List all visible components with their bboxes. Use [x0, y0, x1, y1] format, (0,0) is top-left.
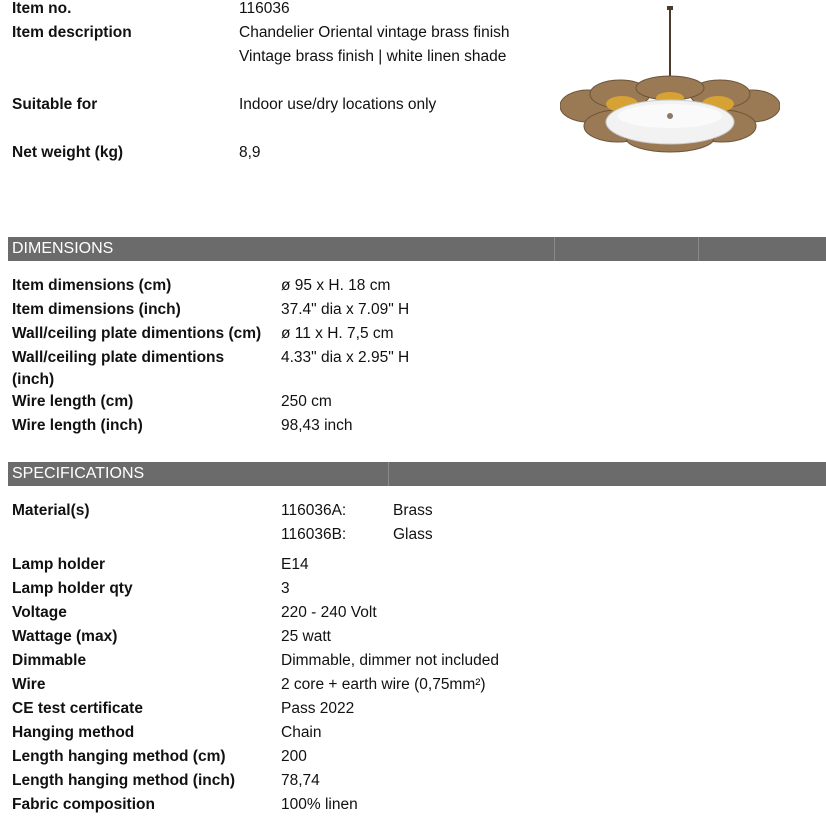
spec-label: Length hanging method (inch): [12, 772, 235, 789]
spec-label: Lamp holder qty: [12, 580, 133, 597]
material-code: 116036B:: [281, 526, 347, 543]
spec-value: 78,74: [281, 772, 320, 789]
item-description-line1: Chandelier Oriental vintage brass finish: [239, 24, 510, 41]
spec-value: 220 - 240 Volt: [281, 604, 377, 621]
spec-value: Pass 2022: [281, 700, 355, 717]
dim-label: Wall/ceiling plate dimentions: [12, 349, 225, 366]
item-description-label: Item description: [12, 24, 132, 41]
dim-label: Wall/ceiling plate dimentions (cm): [12, 325, 262, 342]
dim-label: Wire length (cm): [12, 393, 134, 410]
dim-label: Item dimensions (inch): [12, 301, 181, 318]
dim-value: 98,43 inch: [281, 417, 353, 434]
spec-label: CE test certificate: [12, 700, 143, 717]
net-weight-label: Net weight (kg): [12, 144, 124, 161]
dim-value: 4.33" dia x 2.95" H: [281, 349, 410, 366]
product-image: [560, 4, 780, 160]
item-description-line2: Vintage brass finish | white linen shade: [239, 48, 507, 65]
dimensions-title: DIMENSIONS: [12, 240, 114, 257]
spec-label: Wattage (max): [12, 628, 118, 645]
spec-value: Chain: [281, 724, 322, 741]
spec-label: Length hanging method (cm): [12, 748, 226, 765]
spec-label: Wire: [12, 676, 46, 693]
suitable-for-value: Indoor use/dry locations only: [239, 96, 437, 113]
spec-label: Lamp holder: [12, 556, 106, 573]
dim-value: 250 cm: [281, 393, 332, 410]
specifications-title: SPECIFICATIONS: [12, 465, 145, 482]
spec-label: Dimmable: [12, 652, 87, 669]
materials-label: Material(s): [12, 502, 90, 519]
dim-value: 37.4" dia x 7.09" H: [281, 301, 410, 318]
net-weight-value: 8,9: [239, 144, 261, 161]
divider: [388, 462, 389, 486]
item-no-value: 116036: [239, 0, 290, 17]
dimensions-header: [8, 237, 826, 261]
item-no-label: Item no.: [12, 0, 72, 17]
spec-value: E14: [281, 556, 309, 573]
spec-value: 3: [281, 580, 290, 597]
dim-label: Wire length (inch): [12, 417, 143, 434]
dim-label-continued: (inch): [12, 371, 55, 388]
spec-value: 25 watt: [281, 628, 331, 645]
spec-label: Fabric composition: [12, 796, 155, 813]
spec-label: Voltage: [12, 604, 67, 621]
suitable-for-label: Suitable for: [12, 96, 98, 113]
divider: [698, 237, 699, 261]
material-code: 116036A:: [281, 502, 347, 519]
spec-value: 2 core + earth wire (0,75mm²): [281, 676, 486, 693]
material-name: Brass: [393, 502, 433, 519]
spec-label: Hanging method: [12, 724, 135, 741]
divider: [554, 237, 555, 261]
dim-label: Item dimensions (cm): [12, 277, 172, 294]
spec-value: 100% linen: [281, 796, 358, 813]
spec-value: 200: [281, 748, 307, 765]
material-name: Glass: [393, 526, 433, 543]
specifications-header: [8, 462, 826, 486]
dim-value: ø 11 x H. 7,5 cm: [281, 325, 394, 342]
spec-value: Dimmable, dimmer not included: [281, 652, 499, 669]
dim-value: ø 95 x H. 18 cm: [281, 277, 391, 294]
